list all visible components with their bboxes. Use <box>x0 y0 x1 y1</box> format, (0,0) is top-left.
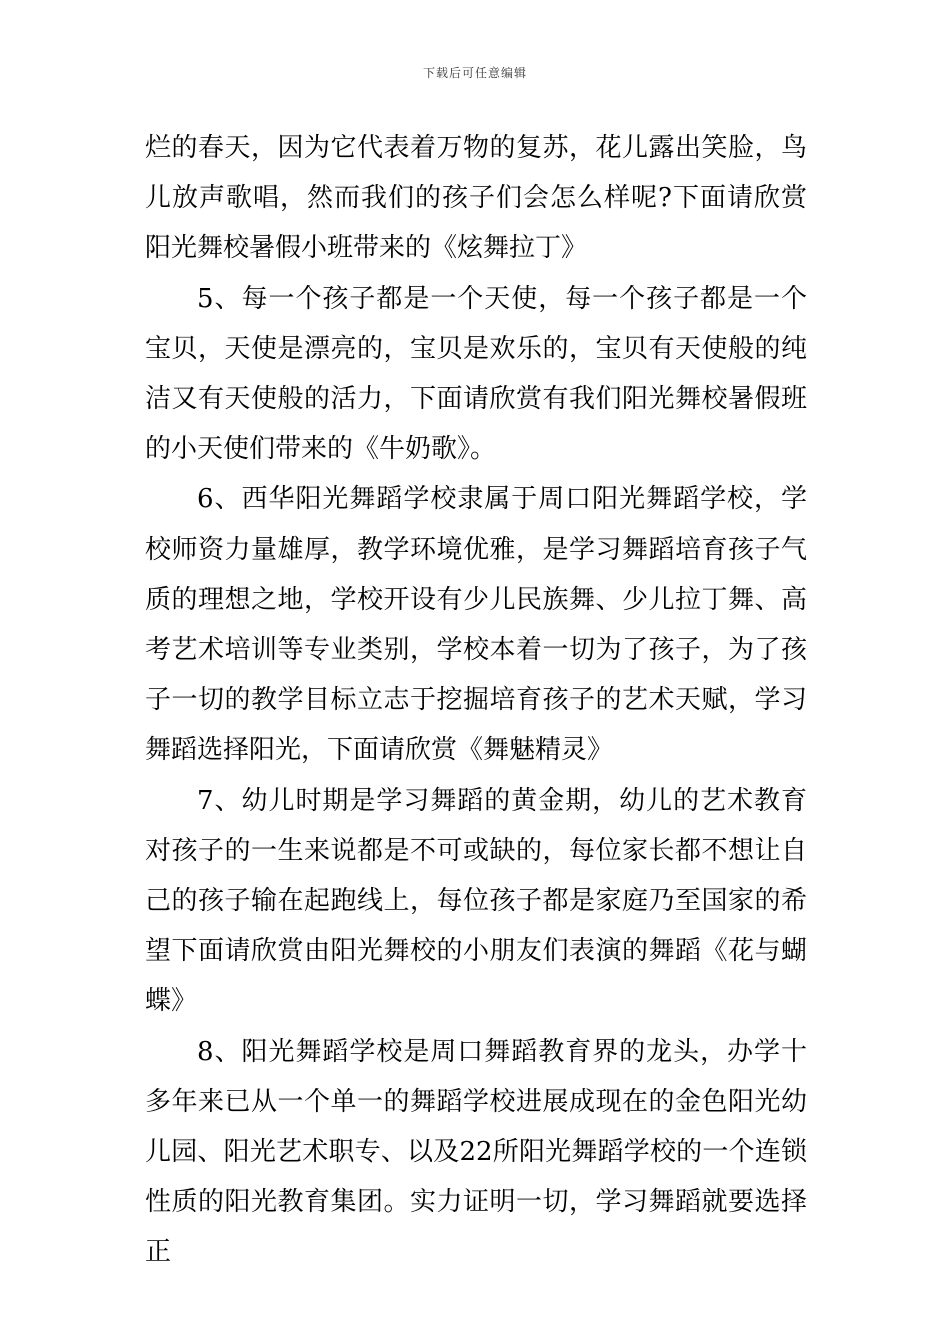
paragraph-item-8: 8、阳光舞蹈学校是周口舞蹈教育界的龙头，办学十多年来已从一个单一的舞蹈学校进展成现在的金色阳光幼儿园、阳光艺术职专、以及22所阳光舞蹈学校的一个连锁性质的阳光教育集团。实力证明一切，学习舞蹈就要选择正 <box>145 1036 807 1268</box>
paragraph-continuation: 烂的春天，因为它代表着万物的复苏，花儿露出笑脸，鸟儿放声歌唱，然而我们的孩子们会怎么样呢?下面请欣赏阳光舞校暑假小班带来的《炫舞拉丁》 <box>145 133 807 264</box>
paragraph-item-6: 6、西华阳光舞蹈学校隶属于周口阳光舞蹈学校，学校师资力量雄厚，教学环境优雅，是学习舞蹈培育孩子气质的理想之地，学校开设有少儿民族舞、少儿拉丁舞、高考艺术培训等专业类别，学校本着一切为了孩子，为了孩子一切的教学目标立志于挖掘培育孩子的艺术天赋，学习舞蹈选择阳光，下面请欣赏《舞魅精灵》 <box>145 484 807 766</box>
paragraph-item-7: 7、幼儿时期是学习舞蹈的黄金期，幼儿的艺术教育对孩子的一生来说都是不可或缺的，每位家长都不想让自己的孩子输在起跑线上，每位孩子都是家庭乃至国家的希望下面请欣赏由阳光舞校的小朋友们表演的舞蹈《花与蝴蝶》 <box>145 785 807 1017</box>
page-header-note: 下载后可任意编辑 <box>422 66 527 80</box>
document-body <box>145 123 807 1278</box>
paragraph-item-5: 5、每一个孩子都是一个天使，每一个孩子都是一个宝贝，天使是漂亮的，宝贝是欢乐的，宝贝有天使般的纯洁又有天使般的活力，下面请欣赏有我们阳光舞校暑假班的小天使们带来的《牛奶歌》。 <box>145 283 807 465</box>
